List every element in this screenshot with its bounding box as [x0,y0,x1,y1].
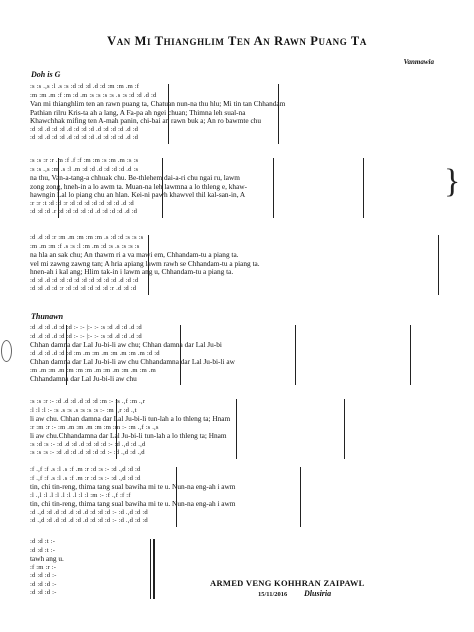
bass-line: :s :d :s :- :d .d :d .d :d :d :d :- :d .,d :d .,d [30,440,146,448]
soprano-line: :s :s .,s :l .s :s :d :d :d .d :d :m :m .m :f [30,83,140,90]
alto-line: :m :m .m :f :m :d .m :s :s :s :s .s :s :d :d .d :d [30,91,157,99]
bar-line [344,399,345,459]
lyric-line: li aw chu.Chhandamna dar Lal Ju-bi-li tun-lah a lo thleng ta; Hnam [30,432,227,440]
choir-name: ARMED VENG KOHHRAN ZAIPAWL [210,578,365,588]
bass-line: :d :d .d :d :r :d :d :d :d :d :d :r .d :d :d [30,285,137,292]
bar-line [176,467,177,527]
bass-line: :d :d :d .r :d :d :d :d :d .d :d :d :d .d :d [30,208,138,215]
bass-line-3: :d :d :d :- [30,589,57,596]
alto-line: :s :s .,s :m .s :l .m :d :d .d :d :d :d .d :s [30,165,139,173]
key-signature: Doh is G [31,70,61,79]
lyric-line: tin, chi tin-reng, thima tang sual bawiha mi te u. Nun-na eng-ah i awm [30,483,236,491]
signature: Dlusiria [304,589,332,598]
bar-line [363,158,364,218]
bar-line [168,84,169,144]
alto-line: :d .d :d .d :d :d :- :- |:- :- :s :d .d :d .d :d [30,332,142,340]
lyric-line: Chhan damna dar Lal Ju-bi-li aw chu; Chhan damna dar Lal Ju-bi [30,341,222,349]
final-bar-line [438,235,439,295]
bar-line [273,158,274,218]
lyric-line: li aw chu. Chhan damna dar Lal Ju-bi-li tun-lah a lo thleng ta; Hnam [30,415,231,423]
bar-line [295,325,296,385]
repeat-brace-icon: } [444,163,461,200]
tenor-line: :l .,l :l .l :l .l :l .l :l :l :m :- :f .,f :f :f [30,491,131,499]
bar-line [162,158,163,218]
bar-line [410,325,411,385]
bass-line: :d .,d :d .d :d .d :d .d :d :d :d :- :d .,d :d :d [30,508,148,516]
lyric-line: tin, chi tin-reng, thima tang sual bawiha mi te u. Nun-na eng-ah i awm [30,500,236,508]
bass-line: :m .m :m .m :m :m :m .m :m .m :m .m :m .m [30,366,156,374]
bass-line: :d :d .d :d :d .d :d :d :d .d :d :d :d .d :d [30,134,139,141]
music-system-2 [30,157,444,217]
final-bar-line [150,539,151,599]
bar-line [180,325,181,385]
lyric-verse-3: hawngin Lal lo piang chu an hlan. Kei-ni pawh khawvel thil kal-san-in, A [30,191,246,199]
music-system-5 [30,398,444,458]
lyric-verse-3: Khawchhak mifing ten A-mah panin, chi-bai an rawn buk a; An ro bawmte chu [30,117,262,125]
soprano-line: :d :d :t :- [30,538,56,545]
chorus-label: Thunawn [31,312,64,321]
bar-line [236,399,237,459]
soprano-line: :s :s :r :r .m :f .f :f :m :m :s :m .m :s :s [30,157,139,164]
soprano-line: :f .,f :f .s :l .s :f .m :r :d :s :- :d .,d :d :d [30,466,141,473]
music-system-1 [30,83,444,143]
lyric-line: Chhan damna dar Lal Ju-bi-li aw chu Chhandamna dar Lal Ju-bi-li aw [30,358,235,366]
lyric-line: Chhandamna dar Lal Ju-bi-li aw chu [30,375,137,383]
bar-line [300,467,301,527]
lyric-verse-1: na hla an sak chu; An thawm ri a va mawi em, Chhandam-tu a piang ta. [30,251,239,259]
bass-line-2: :d .,d :d .d :d .d :d .d :d :d :d :- :d .,d :d :d [30,517,148,524]
margin-ornament-icon [1,340,12,362]
bass-line-2: :s :s :s :- :d .d :d .d :d :d :d :- :d .,d :d .,d [30,449,145,456]
alto-line: :d :d :t :- [30,546,56,554]
lyric-verse-3: hnen-ah i kal ang; Hlim tak-in i lawm ang u, Chhandam-tu a piang ta. [30,268,234,276]
date-label: 15/11/2016 [258,591,288,598]
soprano-line: :d .d :d .d :d :d :- :- |:- :- :s :d .d :d .d :d [30,324,142,331]
lyric-verse-1: Van mi thianghlim ten an rawn puang ta, Chatuan nun-na thu hlu; Mi tin tan Chhandam [30,100,286,108]
music-system-7 [30,538,150,598]
music-system-6 [30,466,444,526]
alto-line: :m .m :m :f .s :s :l :m .m :d :s .s :s :s :s [30,242,140,250]
soprano-line: :s :s :r :- :d .d :d .d :d :d :m :- :s .,f :m .,r [30,398,146,405]
tenor-line: :r :m :r :- :m .m :m .m :m :m :m :- :m .,f :s .,s [30,423,159,431]
final-bar-line-thick [153,539,155,599]
alto-line: :l :l :l :- :s .s :s .s :s :s :s :- :m .,r :d .,t [30,406,137,414]
tenor-line: :d :d .d :d :d :d :d :d :d :d :d :d .d :d :d [30,276,139,284]
lyric-line: tawh ang u. [30,555,64,563]
bass-line: :d :d :d :- [30,572,57,579]
bar-line [116,399,117,459]
music-system-4 [30,324,444,384]
lyric-verse-2: zong zong, hneh-in a lo awm ta. Muan-na leh lawmna a lo thleng e, khaw- [30,182,248,191]
bar-line [278,84,279,144]
tenor-line: :d .d :d .d :d :d :m .m :m .m :m .m :m .m :d :d [30,349,160,357]
lyric-verse-1: na thu, Van-a-tang-a chhuak chu. Be-thlehem dai-a-ri chu ngai ru, lawm [30,174,240,182]
music-system-3 [30,234,444,294]
alto-line: :f .,f :f .s :l .s :f .m :r :d :s :- :d .,d :d :d [30,474,141,482]
lyric-verse-2: vel mi zawng zawng tan; A hria apiang lawm rawh se Chhandam-tu a piang ta. [30,259,260,268]
tenor-line: :r :r :t :d :d :r :d :d :d :d :d :d :d .d :d [30,199,134,207]
tenor-line: :d :d .d :d :d .d :d :d :d .d :d :d :d .d :d [30,125,139,133]
soprano-line: :d .d :d :r :m .m :m :m :m .s :d :d :s :s :s [30,234,144,241]
tenor-line: :f :m :r :- [30,563,57,571]
composer-name: Vanmawia [403,58,434,66]
song-title: Van Mi Thianghlim Ten An Rawn Puang Ta [107,34,367,48]
lyric-verse-2: Pathian rilru Kris-ta ah a lang, A Fa-pa ah ngei chuan; Thimna leh sual-na [30,108,246,117]
bass-line-2: :d :d :d :- [30,580,57,588]
bar-line [58,158,59,218]
bar-line [66,325,67,385]
bar-line [148,235,149,295]
